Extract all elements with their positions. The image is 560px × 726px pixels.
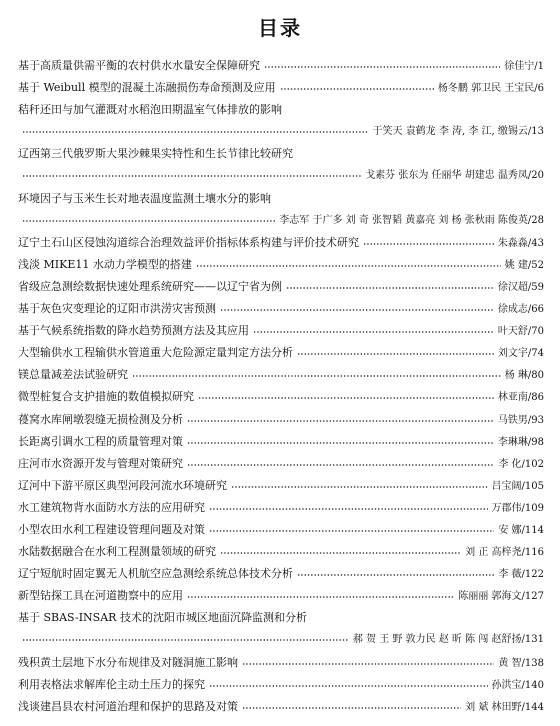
entry-authors: 马铁男 xyxy=(497,414,528,426)
entry-title: 浅谈建昌县农村河道治理和保护的思路及对策 xyxy=(18,699,238,713)
dot-leader xyxy=(242,663,494,665)
dot-leader xyxy=(209,530,494,532)
entry-title: 水陆数据融合在水利工程测量领域的研究 xyxy=(18,545,216,559)
entry-title: 葠窝水库闸墩裂缝无损检测及分析 xyxy=(18,412,183,426)
entry-title: 基于 Weibull 模型的混凝土冻融损伤寿命预测及应用 xyxy=(18,81,276,95)
entry-page: /74 xyxy=(527,348,544,360)
entry-page: /80 xyxy=(527,370,544,382)
entry-page: /138 xyxy=(521,657,544,669)
toc-entry[interactable] xyxy=(18,519,544,541)
entry-title: 辽宁短航时固定翼无人机航空应急测绘系统总体技术分析 xyxy=(18,567,293,581)
dot-leader xyxy=(22,639,349,641)
entry-title: 残积黄土层地下水分布规律及对隧洞施工影响 xyxy=(18,655,238,669)
toc-entry[interactable] xyxy=(18,276,544,298)
dot-leader xyxy=(132,375,501,377)
dot-leader xyxy=(280,88,434,90)
entry-page: /105 xyxy=(521,480,544,492)
toc-entry[interactable] xyxy=(18,475,544,497)
entry-authors: 陈丽丽 郭海文 xyxy=(458,591,522,603)
entry-page: /66 xyxy=(527,304,544,316)
entry-authors: 林亚南 xyxy=(497,392,528,404)
dot-leader xyxy=(242,707,461,709)
entry-page: /28 xyxy=(527,214,544,226)
dot-leader xyxy=(231,486,488,488)
entry-authors: 徐成志 xyxy=(497,304,528,316)
entry-title: 辽河中下游平原区典型河段河流水环境研究 xyxy=(18,478,227,492)
entry-page: /93 xyxy=(527,414,544,426)
entry-title: 辽西第三代俄罗斯大果沙棘果实特性和生长节律比较研究 xyxy=(18,147,293,161)
entry-title: 镁总量减差法试验研究 xyxy=(18,368,128,382)
dot-leader xyxy=(187,464,494,466)
dot-leader xyxy=(22,220,275,222)
entry-authors: 李志军 于广多 刘 奇 张智韬 黄嘉亮 刘 杨 张秋雨 陈俊英 xyxy=(279,214,528,226)
toc-entry[interactable] xyxy=(18,188,544,232)
entry-authors: 黄 智 xyxy=(498,657,522,669)
toc-entry[interactable] xyxy=(18,453,544,475)
entry-page: /127 xyxy=(521,591,544,603)
toc-entry[interactable] xyxy=(18,652,544,674)
entry-page: /122 xyxy=(521,569,544,581)
entry-title: 水工建筑物背水面防水方法的应用研究 xyxy=(18,500,205,514)
toc-entry[interactable] xyxy=(18,696,544,718)
entry-page: /6 xyxy=(534,83,544,95)
entry-title: 省级应急测绘数据快速处理系统研究——以辽宁省为例 xyxy=(18,279,282,293)
entry-authors: 杨 琳 xyxy=(504,370,528,382)
entry-authors: 安 娜 xyxy=(498,524,522,536)
dot-leader xyxy=(22,175,361,177)
entry-title: 基于高质量供需平衡的农村供水水量安全保障研究 xyxy=(18,59,260,72)
entry-page: /131 xyxy=(521,634,544,646)
entry-authors: 刘 正 高梓尧 xyxy=(465,547,522,559)
entry-page: /59 xyxy=(527,281,544,293)
entry-page: /70 xyxy=(527,326,544,338)
entry-title: 秸秆还田与加气灌溉对水稻泡田期温室气体排放的影响 xyxy=(18,103,282,117)
entry-page: /114 xyxy=(521,524,544,536)
dot-leader xyxy=(22,131,368,133)
entry-title: 辽宁土石山区侵蚀沟道综合治理效益评价指标体系构建与评价技术研究 xyxy=(18,235,359,249)
toc-entry[interactable] xyxy=(18,364,544,386)
dot-leader xyxy=(198,397,494,399)
toc-entry[interactable] xyxy=(18,298,544,320)
entry-title: 大型输供水工程输供水管道重大危险源定量判定方法分析 xyxy=(18,346,293,360)
entry-title: 小型农田水利工程建设管理问题及对策 xyxy=(18,522,205,536)
entry-authors: 李琳琳 xyxy=(497,436,528,448)
entry-page: /86 xyxy=(527,392,544,404)
entry-title: 微型桩复合支护措施的数值模拟研究 xyxy=(18,390,194,404)
toc-entry[interactable] xyxy=(18,320,544,342)
dot-leader xyxy=(253,331,494,333)
toc-entry[interactable] xyxy=(18,99,544,143)
toc-entry[interactable] xyxy=(18,342,544,364)
entry-title: 基于 SBAS-INSAR 技术的沈阳市城区地面沉降监测和分析 xyxy=(18,611,307,625)
toc-entry[interactable] xyxy=(18,55,544,77)
dot-leader xyxy=(187,442,494,444)
entry-title: 浅淡 MIKE11 水动力学模型的搭建 xyxy=(18,257,192,271)
entry-authors: 李 化 xyxy=(498,458,522,470)
dot-leader xyxy=(209,508,488,510)
dot-leader xyxy=(363,243,494,245)
entry-page: /102 xyxy=(521,458,544,470)
entry-title: 庄河市水资源开发与管理对策研究 xyxy=(18,456,183,470)
dot-leader xyxy=(297,574,494,576)
toc-entry[interactable] xyxy=(18,607,544,651)
dot-leader xyxy=(264,66,500,68)
toc-entry[interactable] xyxy=(18,232,544,254)
entry-authors: 徐汉超 xyxy=(497,281,528,293)
dot-leader xyxy=(196,265,501,267)
entry-authors: 万郡伟 xyxy=(491,502,522,514)
entry-authors: 郝 贺 王 野 敦力民 赵 昕 陈 闯 赵舒扬 xyxy=(352,634,522,646)
dot-leader xyxy=(209,685,488,687)
entry-page: /52 xyxy=(527,259,544,271)
toc-entry[interactable] xyxy=(18,143,544,187)
dot-leader xyxy=(286,287,494,289)
entry-title: 基于气候系统指数的降水趋势预测方法及其应用 xyxy=(18,324,249,338)
entry-title: 利用表格法求解库伦主动土压力的探究 xyxy=(18,677,205,691)
entry-page: /109 xyxy=(521,502,544,514)
entry-authors: 戈素芬 张东为 任丽华 胡建忠 温秀凤 xyxy=(365,170,528,182)
toc-entry[interactable] xyxy=(18,563,544,585)
entry-page: /116 xyxy=(521,547,544,559)
entry-page: /98 xyxy=(527,436,544,448)
toc-entry[interactable] xyxy=(18,386,544,408)
entry-authors: 孙洪宝 xyxy=(491,679,522,691)
entry-authors: 姚 建 xyxy=(504,259,528,271)
entry-authors: 徐佳宁 xyxy=(504,61,535,72)
entry-authors: 刘文宇 xyxy=(497,348,528,360)
dot-leader xyxy=(187,596,454,598)
entry-authors: 吕宝阔 xyxy=(491,480,522,492)
entry-page: /13 xyxy=(527,126,544,138)
toc-entry[interactable] xyxy=(18,541,544,563)
toc-entry[interactable] xyxy=(18,409,544,431)
entry-authors: 李 薇 xyxy=(498,569,522,581)
entry-title: 基于灰色灾变理论的辽阳市洪涝灾害预测 xyxy=(18,302,216,316)
toc-entry[interactable] xyxy=(18,674,544,696)
page-title: 目录 xyxy=(258,16,302,40)
dot-leader xyxy=(220,309,494,311)
entry-authors: 杨冬鹏 郭卫民 王宝民 xyxy=(437,83,535,95)
entry-page: /1 xyxy=(534,61,544,72)
entry-page: /20 xyxy=(527,170,544,182)
dot-leader xyxy=(220,552,461,554)
dot-leader xyxy=(297,353,494,355)
toc-entry[interactable] xyxy=(18,585,544,607)
entry-page: /144 xyxy=(521,701,544,713)
toc-entry[interactable] xyxy=(18,254,544,276)
toc-entry[interactable] xyxy=(18,431,544,453)
toc-entry[interactable] xyxy=(18,77,544,99)
toc-entry-list xyxy=(18,55,544,718)
entry-title: 长距离引调水工程的质量管理对策 xyxy=(18,434,183,448)
entry-title: 环境因子与玉米生长对地表温度监测土壤水分的影响 xyxy=(18,191,271,205)
entry-page: /43 xyxy=(527,237,544,249)
entry-authors: 于笑天 袁鹤龙 李 涛, 李 江, 缴锡云 xyxy=(372,126,528,138)
entry-page: /140 xyxy=(521,679,544,691)
entry-authors: 朱淼淼 xyxy=(497,237,528,249)
toc-entry[interactable] xyxy=(18,497,544,519)
entry-authors: 刘 斌 林田野 xyxy=(465,701,522,713)
entry-authors: 叶天舒 xyxy=(497,326,528,338)
entry-title: 新型钻探工具在河道勘察中的应用 xyxy=(18,589,183,603)
dot-leader xyxy=(187,420,494,422)
